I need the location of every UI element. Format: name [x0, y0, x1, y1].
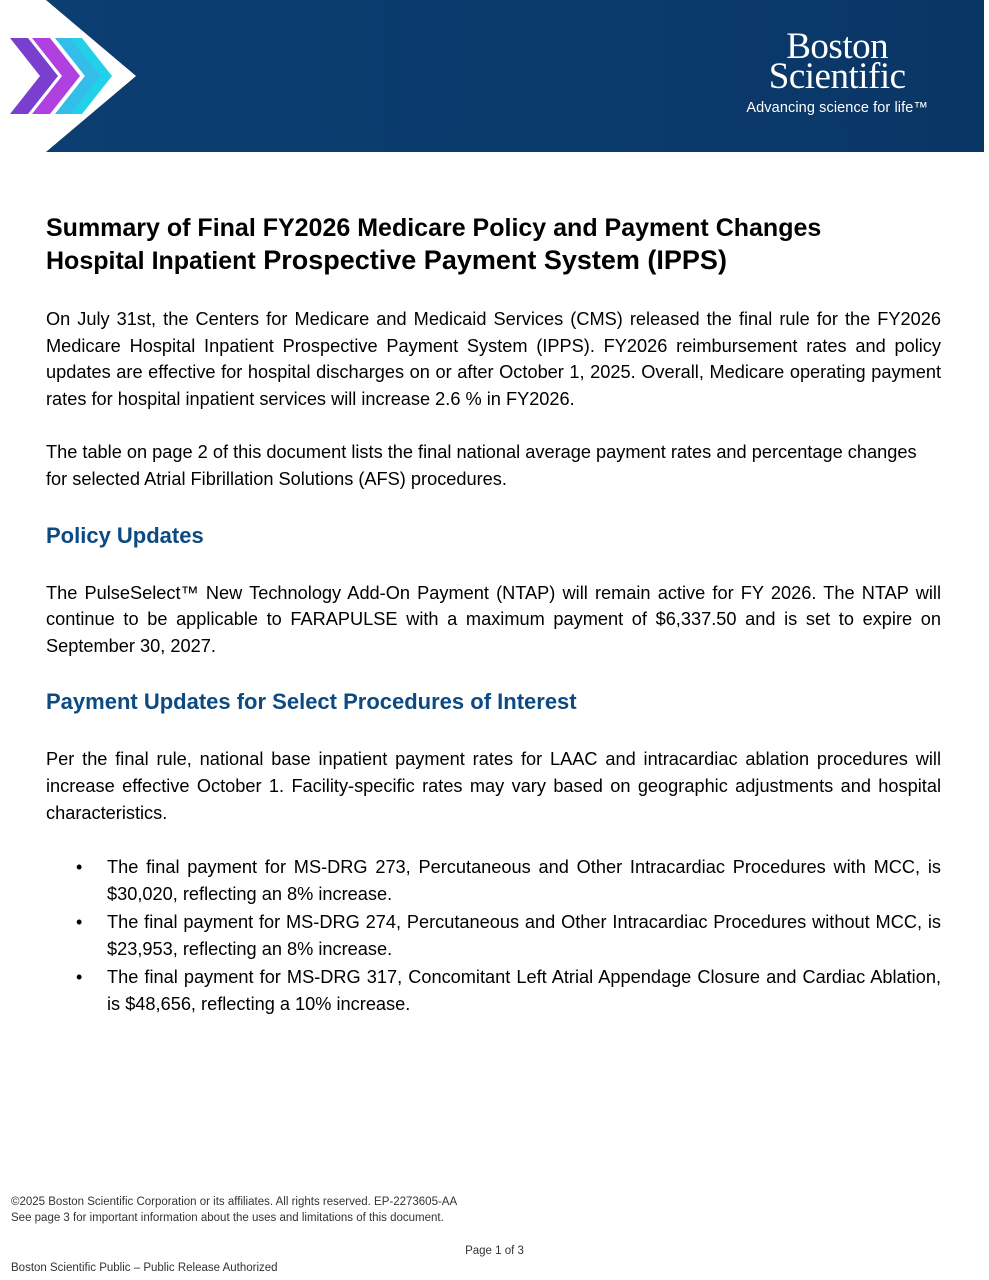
title-line-2-start: Hospital Inpatient — [46, 247, 256, 275]
logo-line-2: Scientific — [768, 56, 906, 97]
payment-paragraph: Per the final rule, national base inpatient payment rates for LAAC and intracardiac ablation procedures will increase effective October 1. Facility-specific rates may vary based on geographic adjustments and hospital characteristics. — [46, 749, 941, 823]
bullet-icon: • — [76, 967, 83, 988]
list-item — [46, 854, 941, 908]
intro-paragraph-2: The table on page 2 of this document lists the final national average payment rates and percentage changes for selected Atrial Fibrillation Solutions (AFS) procedures. — [46, 442, 917, 489]
bullet-icon: • — [76, 857, 83, 878]
list-item — [46, 909, 941, 963]
document-title-line-2 — [46, 244, 941, 277]
brand-chevron-graphic — [0, 0, 140, 152]
title-line-2-rest: Prospective Payment System (IPPS) — [255, 245, 727, 275]
footer-classification: Boston Scientific Public – Public Release Authorized — [11, 1262, 278, 1274]
policy-paragraph: The PulseSelect™ New Technology Add-On Payment (NTAP) will remain active for FY 2026. The NTAP will continue to be applicable to FARAPULSE with a maximum payment of $6,337.50 and is set to expire on September 30, 2027. — [46, 582, 941, 656]
header-banner — [0, 0, 984, 152]
bullet-text: The final payment for MS-DRG 317, Concomitant Left Atrial Appendage Closure and Cardiac Ablation, is $48,656, reflecting a 10% increase. — [107, 967, 941, 1015]
payment-updates-heading: Payment Updates for Select Procedures of Interest — [46, 689, 577, 715]
footer-copyright: ©2025 Boston Scientific Corporation or its affiliates. All rights reserved. EP-2273605-AA — [11, 1196, 458, 1208]
logo-tagline: Advancing science for life™ — [746, 100, 928, 116]
document-title-line-1: Summary of Final FY2026 Medicare Policy and Payment Changes — [46, 214, 822, 242]
bullet-text: The final payment for MS-DRG 274, Percutaneous and Other Intracardiac Procedures without MCC, is $23,953, reflecting an 8% increase. — [107, 912, 941, 960]
document-body — [46, 212, 941, 1019]
payment-bullet-list — [46, 854, 941, 1018]
intro-paragraph-1: On July 31st, the Centers for Medicare and Medicaid Services (CMS) released the final rule for the FY2026 Medicare Hospital Inpatient Prospective Payment System (IPPS). FY2026 reimbursement rates and policy updates are effective for hospital discharges on or after October 1, 2025. Overall, Medicare operating payment rates for hospital inpatient services will increase 2.6 % in FY2026. — [46, 309, 941, 409]
policy-updates-heading: Policy Updates — [46, 522, 204, 548]
footer-limitations-note: See page 3 for important information about the uses and limitations of this document. — [11, 1212, 444, 1224]
list-item — [46, 964, 941, 1018]
page-number: Page 1 of 3 — [465, 1245, 524, 1257]
logo-line-1: Boston — [786, 26, 889, 67]
boston-scientific-logo — [746, 26, 928, 116]
bullet-icon: • — [76, 912, 83, 933]
bullet-text: The final payment for MS-DRG 273, Percutaneous and Other Intracardiac Procedures with MCC, is $30,020, reflecting an 8% increase. — [107, 857, 941, 905]
